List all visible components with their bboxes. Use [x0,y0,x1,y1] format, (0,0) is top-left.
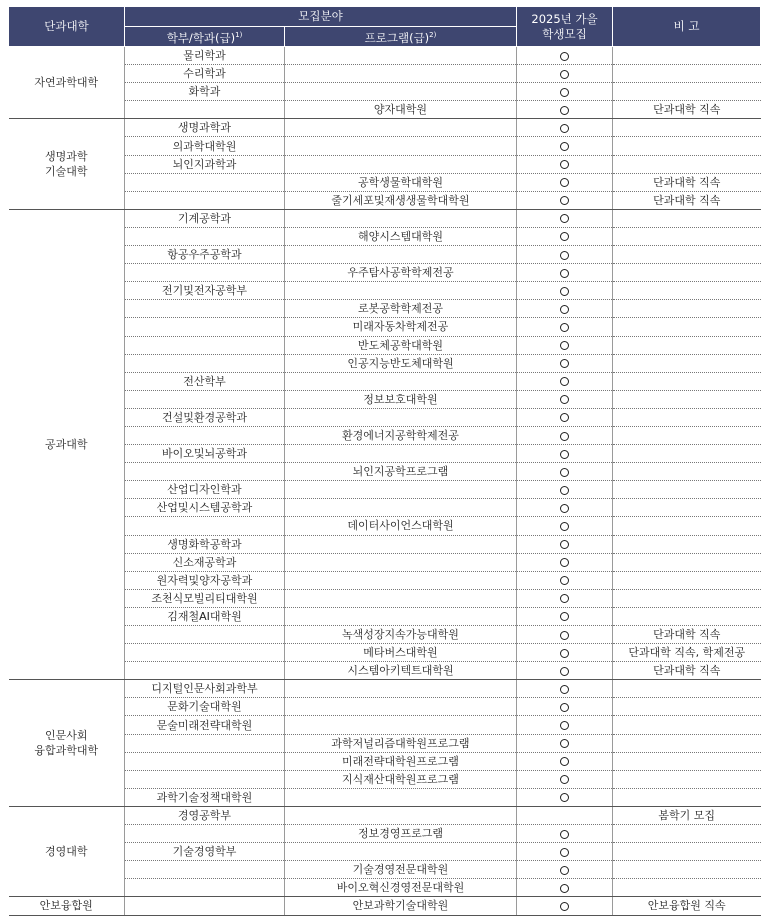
recruit-circle-icon [560,377,569,386]
program-cell: 로봇공학학제전공 [285,300,517,318]
dept-cell: 김재철AI대학원 [125,607,285,625]
dept-cell: 기술경영학부 [125,843,285,861]
note-cell [613,571,761,589]
note-cell [613,535,761,553]
dept-cell [125,861,285,879]
dept-cell: 경영공학부 [125,806,285,824]
note-cell [613,499,761,517]
note-cell [613,83,761,101]
dept-cell [125,227,285,245]
recruit-circle-icon [560,558,569,567]
recruitment-table [8,6,761,916]
header-dept [125,27,285,47]
program-cell [285,445,517,463]
recruit-cell [517,806,613,824]
note-cell [613,445,761,463]
recruit-circle-icon [560,576,569,585]
college-cell: 공과대학 [9,209,125,679]
program-cell [285,499,517,517]
recruit-cell [517,155,613,173]
note-cell [613,354,761,372]
recruit-circle-icon [560,612,569,621]
recruit-circle-icon [560,522,569,531]
program-cell: 줄기세포및재생생물학대학원 [285,191,517,209]
recruit-cell [517,445,613,463]
recruit-circle-icon [560,649,569,658]
note-cell [613,825,761,843]
program-cell: 뇌인지공학프로그램 [285,463,517,481]
recruit-cell [517,390,613,408]
recruit-circle-icon [560,251,569,260]
note-cell [613,65,761,83]
recruit-cell [517,191,613,209]
program-cell: 과학저널리즘대학원프로그램 [285,734,517,752]
recruit-circle-icon [560,504,569,513]
recruit-cell [517,897,613,915]
header-note: 비 고 [613,7,761,47]
recruit-cell [517,209,613,227]
header-field: 모집분야 [125,7,517,27]
note-cell [613,861,761,879]
recruit-cell [517,354,613,372]
header-program-footnote: 2) [429,30,437,39]
note-cell: 단과대학 직속 [613,173,761,191]
dept-cell [125,644,285,662]
note-cell: 단과대학 직속 [613,191,761,209]
recruit-cell [517,463,613,481]
dept-cell [125,426,285,444]
program-cell: 시스템아키텍트대학원 [285,662,517,680]
recruit-circle-icon [560,667,569,676]
program-cell: 안보과학기술대학원 [285,897,517,915]
dept-cell [125,173,285,191]
recruit-cell [517,589,613,607]
note-cell [613,607,761,625]
program-cell [285,535,517,553]
dept-cell [125,300,285,318]
note-cell [613,716,761,734]
recruit-circle-icon [560,124,569,133]
dept-cell [125,390,285,408]
program-cell [285,137,517,155]
note-cell [613,481,761,499]
note-cell [613,264,761,282]
note-cell [613,879,761,897]
dept-cell: 생명과학과 [125,119,285,137]
dept-cell: 문화기술대학원 [125,698,285,716]
recruit-circle-icon [560,142,569,151]
dept-cell: 물리학과 [125,47,285,65]
recruit-circle-icon [560,432,569,441]
table-row [9,806,761,824]
recruit-circle-icon [560,793,569,802]
recruit-circle-icon [560,178,569,187]
note-cell [613,119,761,137]
college-cell: 생명과학 기술대학 [9,119,125,209]
note-cell [613,318,761,336]
dept-cell: 항공우주공학과 [125,246,285,264]
dept-cell: 뇌인지과학과 [125,155,285,173]
note-cell [613,155,761,173]
recruit-cell [517,137,613,155]
note-cell: 단과대학 직속 [613,626,761,644]
table-row [9,119,761,137]
dept-cell [125,879,285,897]
recruit-cell [517,698,613,716]
recruit-cell [517,65,613,83]
program-cell: 미래전략대학원프로그램 [285,752,517,770]
program-cell [285,282,517,300]
program-cell [285,698,517,716]
dept-cell [125,264,285,282]
program-cell [285,716,517,734]
recruit-cell [517,535,613,553]
note-cell [613,553,761,571]
program-cell: 미래자동차학제전공 [285,318,517,336]
dept-cell [125,662,285,680]
dept-cell: 디지털인문사회과학부 [125,680,285,698]
note-cell [613,209,761,227]
college-cell: 자연과학대학 [9,47,125,119]
recruit-circle-icon [560,884,569,893]
note-cell [613,698,761,716]
dept-cell: 화학과 [125,83,285,101]
recruit-circle-icon [560,88,569,97]
header-dept-label: 학부/학과(급) [166,30,236,45]
program-cell [285,553,517,571]
header-program [285,27,517,47]
dept-cell: 전기및전자공학부 [125,282,285,300]
dept-cell: 수리학과 [125,65,285,83]
recruit-circle-icon [560,106,569,115]
dept-cell: 조천식모빌리티대학원 [125,589,285,607]
recruit-cell [517,716,613,734]
program-cell [285,607,517,625]
recruit-cell [517,173,613,191]
table-row [9,680,761,698]
dept-cell [125,897,285,915]
note-cell: 안보융합원 직속 [613,897,761,915]
recruit-circle-icon [560,52,569,61]
note-cell [613,734,761,752]
note-cell [613,372,761,390]
recruit-cell [517,825,613,843]
recruit-circle-icon [560,486,569,495]
recruit-circle-icon [560,214,569,223]
dept-cell: 원자력및양자공학과 [125,571,285,589]
recruit-cell [517,607,613,625]
recruit-circle-icon [560,468,569,477]
recruit-cell [517,662,613,680]
recruit-cell [517,553,613,571]
program-cell: 정보경영프로그램 [285,825,517,843]
program-cell [285,47,517,65]
recruit-cell [517,752,613,770]
recruit-circle-icon [560,866,569,875]
program-cell [285,806,517,824]
note-cell [613,227,761,245]
note-cell [613,843,761,861]
recruit-circle-icon [560,359,569,368]
header-recruit-line2: 학생모집 [542,26,587,41]
recruit-circle-icon [560,305,569,314]
dept-cell [125,463,285,481]
recruit-circle-icon [560,594,569,603]
recruit-circle-icon [560,775,569,784]
dept-cell [125,734,285,752]
recruit-circle-icon [560,323,569,332]
recruit-circle-icon [560,70,569,79]
recruit-cell [517,408,613,426]
recruit-cell [517,101,613,119]
program-cell: 데이터사이언스대학원 [285,517,517,535]
program-cell [285,408,517,426]
note-cell [613,680,761,698]
dept-cell [125,354,285,372]
program-cell: 기술경영전문대학원 [285,861,517,879]
dept-cell: 전산학부 [125,372,285,390]
dept-cell [125,626,285,644]
program-cell [285,119,517,137]
recruit-circle-icon [560,739,569,748]
recruit-cell [517,788,613,806]
recruit-cell [517,481,613,499]
dept-cell: 산업및시스템공학과 [125,499,285,517]
dept-cell [125,101,285,119]
dept-cell: 건설및환경공학과 [125,408,285,426]
note-cell [613,426,761,444]
header-recruit [517,7,613,47]
recruit-circle-icon [560,685,569,694]
program-cell [285,209,517,227]
recruit-circle-icon [560,721,569,730]
program-cell [285,155,517,173]
note-cell [613,336,761,354]
program-cell: 공학생물학대학원 [285,173,517,191]
recruit-cell [517,644,613,662]
note-cell [613,788,761,806]
recruit-cell [517,119,613,137]
recruit-cell [517,734,613,752]
recruit-cell [517,83,613,101]
recruit-circle-icon [560,160,569,169]
recruit-cell [517,843,613,861]
header-program-label: 프로그램(급) [364,30,430,45]
program-cell: 환경에너지공학학제전공 [285,426,517,444]
dept-cell: 생명화학공학과 [125,535,285,553]
recruit-cell [517,861,613,879]
recruit-cell [517,300,613,318]
program-cell: 지식재산대학원프로그램 [285,770,517,788]
program-cell: 정보보호대학원 [285,390,517,408]
recruit-circle-icon [560,703,569,712]
recruit-cell [517,571,613,589]
program-cell: 바이오혁신경영전문대학원 [285,879,517,897]
dept-cell: 의과학대학원 [125,137,285,155]
note-cell [613,390,761,408]
recruit-circle-icon [560,902,569,911]
table-row [9,897,761,915]
table-row [9,209,761,227]
program-cell [285,788,517,806]
note-cell [613,408,761,426]
table-row [9,47,761,65]
recruit-cell [517,227,613,245]
note-cell [613,463,761,481]
college-cell: 인문사회 융합과학대학 [9,680,125,807]
college-cell: 안보융합원 [9,897,125,915]
recruit-cell [517,426,613,444]
dept-cell [125,318,285,336]
program-cell [285,680,517,698]
dept-cell: 산업디자인학과 [125,481,285,499]
dept-cell: 기계공학과 [125,209,285,227]
note-cell [613,589,761,607]
recruit-circle-icon [560,413,569,422]
recruit-cell [517,499,613,517]
note-cell [613,770,761,788]
recruit-cell [517,626,613,644]
program-cell [285,843,517,861]
college-cell: 경영대학 [9,806,125,896]
recruit-circle-icon [560,830,569,839]
program-cell: 메타버스대학원 [285,644,517,662]
note-cell [613,246,761,264]
recruit-cell [517,336,613,354]
recruit-circle-icon [560,232,569,241]
note-cell: 단과대학 직속 [613,101,761,119]
dept-cell: 바이오및뇌공학과 [125,445,285,463]
note-cell [613,137,761,155]
recruit-cell [517,282,613,300]
recruit-cell [517,246,613,264]
note-cell [613,282,761,300]
recruit-cell [517,879,613,897]
table-body [9,47,761,916]
program-cell [285,589,517,607]
recruit-cell [517,264,613,282]
program-cell: 양자대학원 [285,101,517,119]
note-cell [613,47,761,65]
recruit-cell [517,770,613,788]
recruit-cell [517,47,613,65]
dept-cell [125,336,285,354]
recruit-circle-icon [560,848,569,857]
dept-cell [125,517,285,535]
program-cell: 우주탐사공학학제전공 [285,264,517,282]
recruit-cell [517,680,613,698]
note-cell: 봄학기 모집 [613,806,761,824]
recruit-circle-icon [560,395,569,404]
recruit-circle-icon [560,341,569,350]
note-cell: 단과대학 직속 [613,662,761,680]
dept-cell: 신소재공학과 [125,553,285,571]
note-cell: 단과대학 직속, 학제전공 [613,644,761,662]
program-cell [285,372,517,390]
dept-cell [125,770,285,788]
recruit-circle-icon [560,540,569,549]
recruit-circle-icon [560,757,569,766]
program-cell: 해양시스템대학원 [285,227,517,245]
dept-cell: 문술미래전략대학원 [125,716,285,734]
recruit-cell [517,517,613,535]
recruit-cell [517,318,613,336]
dept-cell [125,752,285,770]
program-cell [285,571,517,589]
program-cell: 녹색성장지속가능대학원 [285,626,517,644]
note-cell [613,517,761,535]
header-dept-footnote: 1) [235,30,243,39]
recruit-cell [517,372,613,390]
program-cell [285,83,517,101]
recruit-circle-icon [560,196,569,205]
recruit-circle-icon [560,450,569,459]
program-cell [285,481,517,499]
dept-cell: 과학기술정책대학원 [125,788,285,806]
recruit-circle-icon [560,631,569,640]
program-cell: 반도체공학대학원 [285,336,517,354]
dept-cell [125,191,285,209]
note-cell [613,300,761,318]
header-college: 단과대학 [9,7,125,47]
note-cell [613,752,761,770]
recruit-circle-icon [560,269,569,278]
recruit-circle-icon [560,287,569,296]
header-recruit-line1: 2025년 가을 [531,11,598,26]
program-cell: 인공지능반도체대학원 [285,354,517,372]
program-cell [285,246,517,264]
program-cell [285,65,517,83]
dept-cell [125,825,285,843]
